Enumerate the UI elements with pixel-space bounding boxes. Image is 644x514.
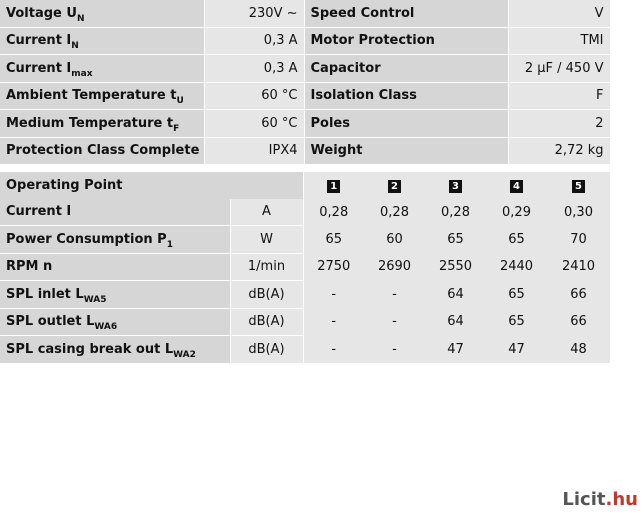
row-value: 0,30 [547, 199, 610, 226]
spec-value: TMI [508, 27, 610, 55]
row-value: - [364, 336, 425, 364]
spec-value: 0,3 A [204, 55, 304, 83]
row-unit: 1/min [230, 253, 303, 281]
point-badge: 5 [572, 180, 585, 193]
spec-row [0, 0, 610, 27]
spec-row [0, 82, 610, 110]
row-value: 47 [425, 336, 486, 364]
row-value: 65 [303, 226, 364, 254]
spec-row [0, 137, 610, 165]
row-value: 0,28 [303, 199, 364, 226]
spec-label: Weight [304, 137, 508, 165]
spec-value: 60 °C [204, 82, 304, 110]
row-label: Current I [0, 199, 230, 226]
row-value: 64 [425, 308, 486, 336]
row-unit: dB(A) [230, 308, 303, 336]
operating-row [0, 253, 610, 281]
spec-label: Ambient Temperature $t_U$ [0, 82, 204, 110]
spec-row [0, 55, 610, 83]
row-label: SPL inlet $L_{WA5}$ [0, 281, 230, 309]
row-value: 60 [364, 226, 425, 254]
row-label: SPL casing break out $L_{WA2}$ [0, 336, 230, 364]
row-value: 47 [486, 336, 547, 364]
point-badge: 3 [449, 180, 462, 193]
point-header [425, 172, 486, 199]
spec-value: 2,72 kg [508, 137, 610, 165]
row-value: - [303, 336, 364, 364]
spec-label: Current $I_N$ [0, 27, 204, 55]
operating-header-row [0, 172, 610, 199]
spec-value: 0,3 A [204, 27, 304, 55]
row-value: 70 [547, 226, 610, 254]
spec-label: Poles [304, 110, 508, 138]
spec-value: 230V ~ [204, 0, 304, 27]
spec-value: IPX4 [204, 137, 304, 165]
row-value: 2690 [364, 253, 425, 281]
spec-label: Motor Protection [304, 27, 508, 55]
spec-value: 2 µF / 450 V [508, 55, 610, 83]
row-value: - [303, 308, 364, 336]
spec-label: Voltage $U_N$ [0, 0, 204, 27]
spec-label: Current $I_{max}$ [0, 55, 204, 83]
spec-label: Isolation Class [304, 82, 508, 110]
row-value: 0,28 [425, 199, 486, 226]
row-value: - [364, 281, 425, 309]
row-value: 65 [486, 226, 547, 254]
row-value: - [364, 308, 425, 336]
row-value: 65 [486, 281, 547, 309]
row-unit: dB(A) [230, 281, 303, 309]
operating-point-title: Operating Point [0, 172, 303, 199]
point-badge: 1 [327, 180, 340, 193]
specification-table [0, 0, 611, 165]
row-unit: W [230, 226, 303, 254]
row-value: 2410 [547, 253, 610, 281]
row-value: 64 [425, 281, 486, 309]
site-watermark: Licit.hu [562, 489, 638, 510]
row-unit: A [230, 199, 303, 226]
spec-label: Capacitor [304, 55, 508, 83]
operating-row [0, 308, 610, 336]
point-badge: 2 [388, 180, 401, 193]
spec-row [0, 27, 610, 55]
row-value: - [303, 281, 364, 309]
spec-row [0, 110, 610, 138]
spec-value: 60 °C [204, 110, 304, 138]
spec-label: Speed Control [304, 0, 508, 27]
point-header [303, 172, 364, 199]
row-value: 66 [547, 281, 610, 309]
row-label: RPM n [0, 253, 230, 281]
row-value: 48 [547, 336, 610, 364]
row-value: 2550 [425, 253, 486, 281]
spec-value: V [508, 0, 610, 27]
row-value: 65 [486, 308, 547, 336]
point-badge: 4 [510, 180, 523, 193]
operating-row [0, 336, 610, 364]
row-value: 0,28 [364, 199, 425, 226]
spec-value: F [508, 82, 610, 110]
row-value: 65 [425, 226, 486, 254]
spec-label: Medium Temperature $t_F$ [0, 110, 204, 138]
operating-point-table [0, 172, 611, 364]
row-value: 2440 [486, 253, 547, 281]
spec-value: 2 [508, 110, 610, 138]
row-value: 0,29 [486, 199, 547, 226]
operating-row [0, 226, 610, 254]
point-header [547, 172, 610, 199]
row-label: SPL outlet $L_{WA6}$ [0, 308, 230, 336]
row-value: 66 [547, 308, 610, 336]
row-value: 2750 [303, 253, 364, 281]
point-header [364, 172, 425, 199]
row-unit: dB(A) [230, 336, 303, 364]
row-label: Power Consumption $P_1$ [0, 226, 230, 254]
spec-label: Protection Class Complete [0, 137, 204, 165]
operating-row [0, 281, 610, 309]
operating-row [0, 199, 610, 226]
point-header [486, 172, 547, 199]
